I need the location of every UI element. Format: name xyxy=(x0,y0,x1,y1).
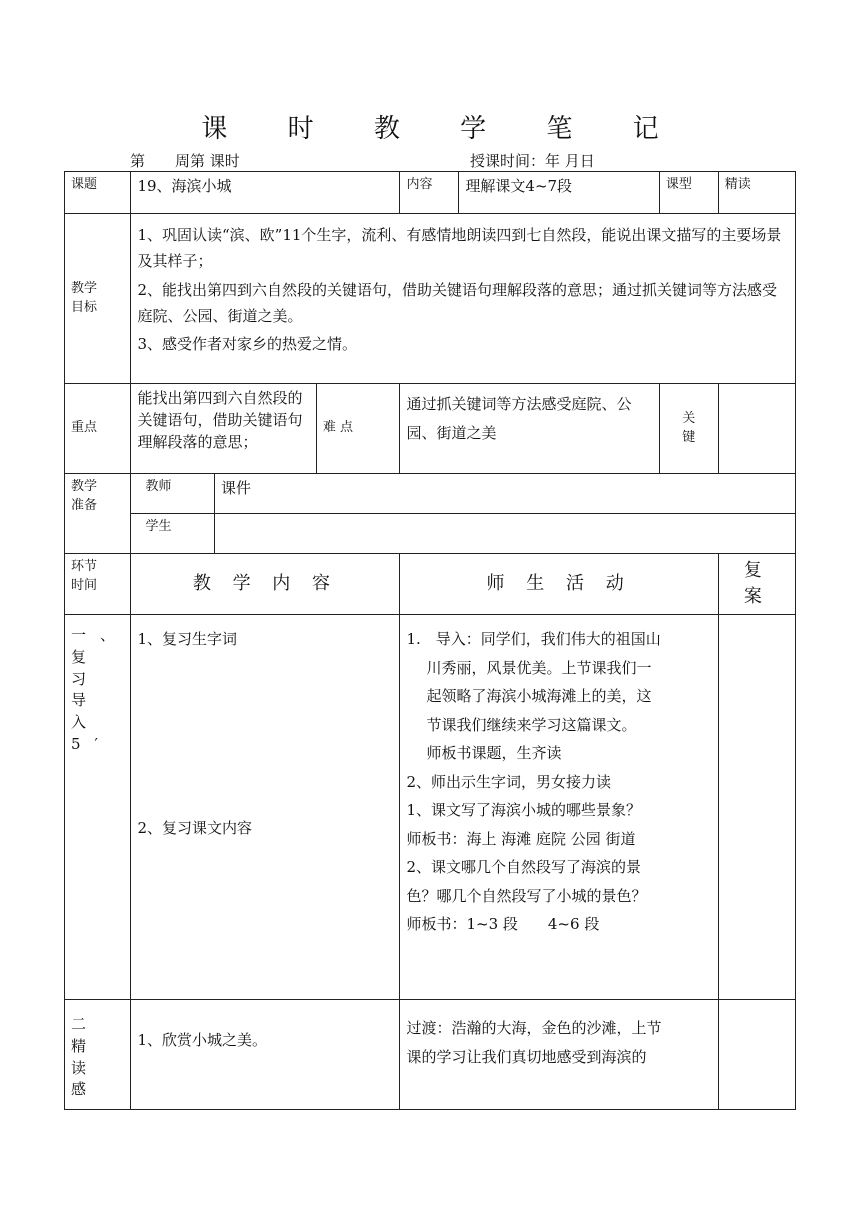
prep-teacher-row xyxy=(65,474,796,514)
review-cell xyxy=(718,1000,795,1110)
review-header: 复 案 xyxy=(718,554,795,615)
content-value: 理解课文4~7段 xyxy=(459,172,659,214)
activity-line: 课的学习让我们真切地感受到海滨的 xyxy=(406,1047,647,1066)
difficulty-value: 通过抓关键词等方法感受庭院、公园、街道之美 xyxy=(400,384,659,474)
student-label: 学生 xyxy=(131,514,215,554)
activity-cell xyxy=(400,1000,718,1110)
content-item: 1、复习生字词 xyxy=(137,630,237,649)
content-cell xyxy=(131,1000,400,1110)
content-cell xyxy=(131,615,400,1000)
focus-row xyxy=(65,384,796,474)
topic-value: 19、海滨小城 xyxy=(131,172,400,214)
lesson-plan-table xyxy=(64,171,796,1110)
activity-line: 2、课文哪几个自然段写了海滨的景 xyxy=(406,858,642,877)
content-item: 1、欣赏小城之美。 xyxy=(137,1031,267,1050)
section-close-reading xyxy=(65,1000,796,1110)
activity-line: 过渡：浩瀚的大海，金色的沙滩，上节 xyxy=(406,1019,662,1038)
stage-cell: 二 精 读 感 xyxy=(65,1000,131,1110)
key-label: 关 键 xyxy=(659,384,718,474)
focus-label: 重点 xyxy=(65,384,131,474)
activity-line: 色？哪几个自然段写了小城的景色？ xyxy=(406,886,647,905)
page-title: 课 时 教 学 笔 记 xyxy=(201,114,685,144)
content-label: 内容 xyxy=(400,172,459,214)
teacher-label: 教师 xyxy=(131,474,215,514)
stage-header: 环节 时间 xyxy=(65,554,131,615)
student-value xyxy=(215,514,796,554)
column-header-row xyxy=(65,554,796,615)
teacher-value: 课件 xyxy=(215,474,796,514)
activity-line: 师板书：1~3 段 4~6 段 xyxy=(406,915,600,934)
activity-line: 节课我们继续来学习这篇课文。 xyxy=(426,715,637,734)
type-label: 课型 xyxy=(659,172,718,214)
review-cell xyxy=(718,615,795,1000)
difficulty-label: 难 点 xyxy=(316,384,400,474)
activity-line: 师板书：海上 海滩 庭院 公园 街道 xyxy=(406,829,636,848)
activity-header: 师 生 活 动 xyxy=(400,554,718,615)
activity-line: 2、师出示生字词，男女接力读 xyxy=(406,772,612,791)
prep-label: 教学 准备 xyxy=(65,474,131,554)
week-period-label: 第 周第 课时 xyxy=(130,152,240,170)
key-value xyxy=(718,384,795,474)
topic-label: 课题 xyxy=(65,172,131,214)
lesson-time-label: 授课时间：年 月日 xyxy=(470,152,595,170)
topic-row xyxy=(65,172,796,214)
goal-item: 2、能找出第四到六自然段的关键语句，借助关键语句理解段落的意思；通过抓关键词等方法感受庭院、公园、街道之美。 xyxy=(137,280,777,325)
goal-item: 1、巩固认读“滨、欧”11个生字，流利、有感情地朗读四到七自然段，能说出课文描写的主要场景及其样子； xyxy=(137,226,782,271)
section-review-intro xyxy=(65,615,796,1000)
goals-row xyxy=(65,214,796,384)
stage-cell: 一、复 习 导 入 5′ xyxy=(65,615,131,1000)
activity-line: 1、课文写了海滨小城的哪些景象？ xyxy=(406,801,642,820)
activity-line: 起领略了海滨小城海滩上的美，这 xyxy=(426,687,652,706)
focus-value: 能找出第四到六自然段的关键语句，借助关键语句理解段落的意思； xyxy=(131,384,316,474)
type-value: 精读 xyxy=(718,172,795,214)
prep-student-row xyxy=(65,514,796,554)
activity-line: 1. 导入：同学们，我们伟大的祖国山 xyxy=(406,630,661,649)
goals-list xyxy=(131,214,796,384)
activity-line: 川秀丽，风景优美。上节课我们一 xyxy=(426,658,652,677)
activity-cell xyxy=(400,615,718,1000)
goal-item: 3、感受作者对家乡的热爱之情。 xyxy=(137,335,357,353)
content-item: 2、复习课文内容 xyxy=(137,818,252,837)
content-header: 教 学 内 容 xyxy=(131,554,400,615)
activity-line: 师板书课题，生齐读 xyxy=(426,744,562,763)
goals-label: 教学 目标 xyxy=(65,214,131,384)
